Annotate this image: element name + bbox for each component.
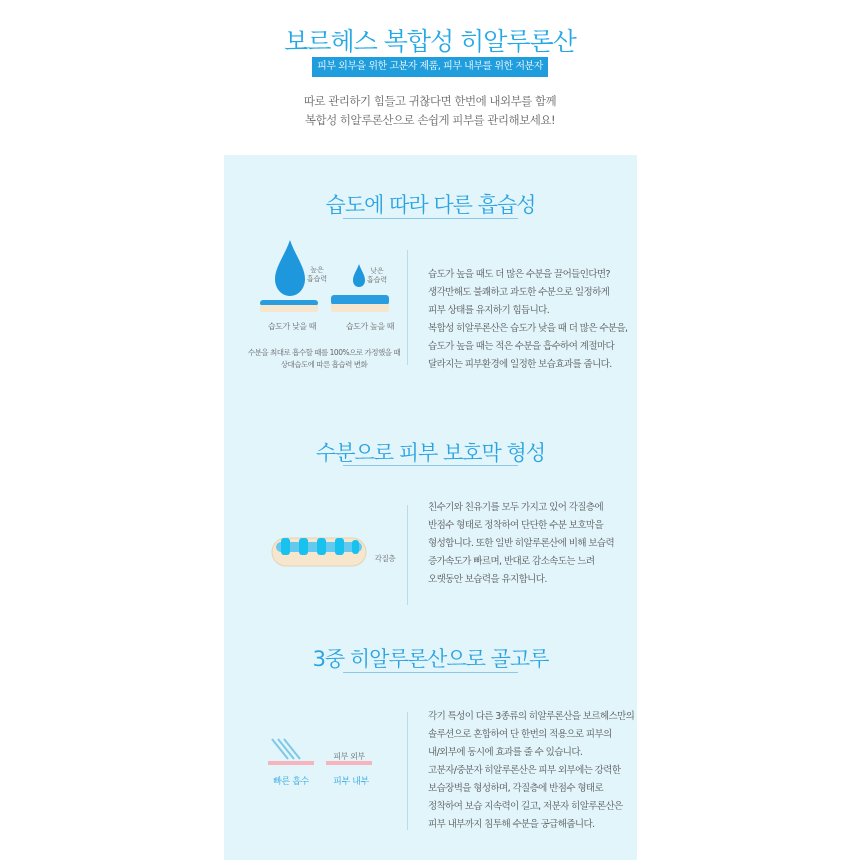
stratum-label: 각질층: [374, 554, 396, 563]
humidity-description: [428, 266, 638, 374]
humidity-note: [244, 347, 404, 371]
moisture-dot: [317, 538, 326, 555]
desc-line: 각기 특성이 다른 3종류의 히알루론산을 보르헤스만의: [428, 711, 635, 722]
note-line: 수분을 최대로 흡수할 때를 100%으로 가정했을 때: [247, 348, 401, 357]
intro-line: 복합성 히알루론산으로 손쉽게 피부를 관리해보세요!: [304, 113, 556, 127]
desc-line: 복합성 히알루론산은 습도가 낮을 때 더 많은 수분을,: [428, 323, 628, 334]
desc-line: 피부 상태를 유지하기 힘듭니다.: [428, 305, 550, 316]
barrier-diagram: [268, 530, 370, 570]
label-line: 흡습력: [306, 275, 328, 283]
skin-top-layer: [331, 295, 389, 305]
moisture-dot: [281, 538, 290, 555]
desc-line: 솔루션으로 혼합하여 단 한번의 적용으로 피부의: [428, 729, 612, 740]
low-humidity-caption: 습도가 낮을 때: [267, 322, 317, 331]
desc-line: 보습장벽을 형성하며, 각질층에 반점수 형태로: [428, 783, 604, 794]
moisture-dot: [352, 540, 359, 554]
label-line: 낮은: [370, 267, 384, 275]
low-absorb-label: [362, 267, 392, 285]
section-title-triple: 3중 히알루론산으로 골고루: [312, 647, 549, 671]
desc-line: 내/외부에 동시에 효과를 줄 수 있습니다.: [428, 747, 583, 758]
desc-line: 반점수 형태로 정착하여 단단한 수분 보호막을: [428, 520, 604, 531]
skin-outer-label: 피부 외부: [333, 752, 365, 761]
section-divider: [407, 712, 408, 830]
desc-line: 달라지는 피부환경에 일정한 보습효과를 줍니다.: [428, 359, 612, 370]
section-underline: [343, 218, 518, 219]
desc-line: 습도가 높을 때도 더 많은 수분을 끌어들인다면?: [428, 269, 610, 280]
section-underline: [343, 672, 518, 673]
high-humidity-caption: 습도가 높을 때: [345, 322, 395, 331]
skin-inner-label: 피부 내부: [333, 777, 369, 787]
desc-line: 습도가 높을 때는 적은 수분을 흡수하여 계절마다: [428, 341, 615, 352]
page-title: 보르헤스 복합성 히알루론산: [284, 27, 576, 56]
desc-line: 생각만해도 불쾌하고 과도한 수분으로 일정하게: [428, 287, 610, 298]
fast-absorb-label: 빠른 흡수: [273, 777, 309, 787]
barrier-description: [428, 499, 638, 589]
label-line: 높은: [310, 266, 324, 274]
moisture-dot: [335, 538, 344, 555]
high-absorb-label: [302, 266, 332, 284]
skin-layer: [331, 304, 389, 312]
intro-text: [0, 92, 860, 130]
desc-line: 형성합니다. 또한 일반 히알루론산에 비해 보습력: [428, 538, 615, 549]
subtitle-badge: 피부 외부을 위한 고분자 제품, 피부 내부를 위한 저분자 제품: [312, 57, 548, 77]
desc-line: 친수기와 친유기를 모두 가지고 있어 각질층에: [428, 502, 604, 513]
skin-line: [268, 761, 314, 765]
note-line: 상대습도에 따른 흡습력 변화: [280, 360, 368, 369]
section-title-humidity: 습도에 따라 다른 흡습성: [325, 193, 536, 217]
skin-layer: [260, 305, 318, 312]
triple-description: [428, 708, 638, 834]
label-line: 흡습력: [366, 276, 388, 284]
desc-line: 고분자/중분자 히알루론산은 피부 외부에는 강력한: [428, 765, 621, 776]
intro-line: 따로 관리하기 힘들고 귀찮다면 한번에 내외부를 함께: [303, 94, 557, 108]
desc-line: 정착하여 보습 지속력이 길고, 저분자 히알루론산은: [428, 801, 623, 812]
section-divider: [407, 250, 408, 365]
section-title-barrier: 수분으로 피부 보호막 형성: [315, 441, 546, 465]
desc-line: 오랫동안 보습력을 유지합니다.: [428, 574, 547, 585]
large-drop-icon: [275, 240, 305, 296]
desc-line: 증가속도가 빠르며, 반대로 감소속도는 느려: [428, 556, 595, 567]
section-underline: [343, 465, 518, 466]
moisture-dot: [299, 538, 308, 555]
desc-line: 피부 내부까지 침투해 수분을 공급해줍니다.: [428, 819, 595, 830]
section-divider: [407, 505, 408, 605]
